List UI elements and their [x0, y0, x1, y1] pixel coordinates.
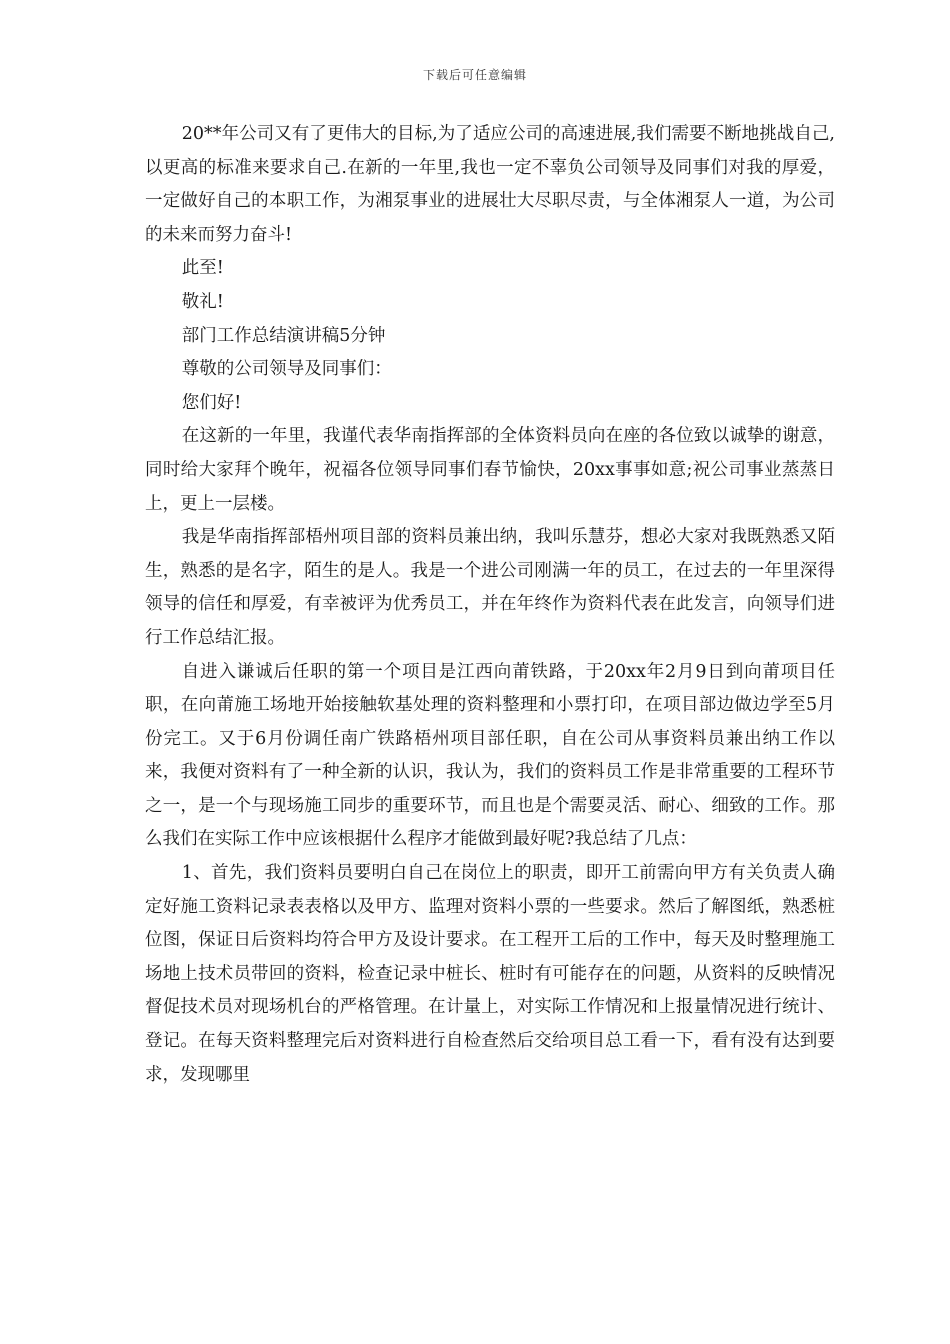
page-header: 下载后可任意编辑	[422, 68, 527, 82]
salutation: 尊敬的公司领导及同事们：	[181, 359, 392, 380]
paragraph-1: 20**年公司又有了更伟大的目标,为了适应公司的高速进展,我们需要不断地挑战自己,以更高的标准来要求自己.在新的一年里,我也一定不辜负公司领导及同事们对我的厚爱，一定做好自己的本职工作，为湘泵事业的进展壮大尽职尽责，与全体湘泵人一道，为公司的未来而努力奋斗!	[145, 124, 835, 245]
paragraph-closing-1: 此至!	[181, 258, 224, 279]
paragraph-closing-2: 敬礼!	[181, 291, 224, 312]
paragraph-5: 1、首先，我们资料员要明白自己在岗位上的职责，即开工前需向甲方有关负责人确定好施工资料记录表表格以及甲方、监理对资料小票的一些要求。然后了解图纸，熟悉桩位图，保证日后资料均符合甲方及设计要求。在工程开工后的工作中，每天及时整理施工场地上技术员带回的资料，检查记录中桩长、桩时有可能存在的问题，从资料的反映情况督促技术员对现场机台的严格管理。在计量上，对实际工作情况和上报量情况进行统计、登记。在每天资料整理完后对资料进行自检查然后交给项目总工看一下，看有没有达到要求，发现哪里	[145, 863, 835, 1085]
paragraph-2: 在这新的一年里，我谨代表华南指挥部的全体资料员向在座的各位致以诚挚的谢意，同时给大家拜个晚年，祝福各位领导同事们春节愉快，20xx事事如意;祝公司事业蒸蒸日上，更上一层楼。	[145, 426, 835, 514]
paragraph-3: 我是华南指挥部梧州项目部的资料员兼出纳，我叫乐慧芬，想必大家对我既熟悉又陌生，熟悉的是名字，陌生的是人。我是一个进公司刚满一年的员工，在过去的一年里深得领导的信任和厚爱，有幸被评为优秀员工，并在年终作为资料代表在此发言，向领导们进行工作总结汇报。	[145, 527, 835, 648]
document-body	[145, 118, 835, 1092]
paragraph-4: 自进入谦诚后任职的第一个项目是江西向莆铁路，于20xx年2月9日到向莆项目任职，在向莆施工场地开始接触软基处理的资料整理和小票打印，在项目部边做边学至5月份完工。又于6月份调任南广铁路梧州项目部任职，自在公司从事资料员兼出纳工作以来，我便对资料有了一种全新的认识，我认为，我们的资料员工作是非常重要的工程环节之一，是一个与现场施工同步的重要环节，而且也是个需要灵活、耐心、细致的工作。那么我们在实际工作中应该根据什么程序才能做到最好呢?我总结了几点：	[145, 661, 835, 850]
greeting: 您们好!	[181, 392, 242, 413]
section-title: 部门工作总结演讲稿5分钟	[181, 325, 386, 346]
